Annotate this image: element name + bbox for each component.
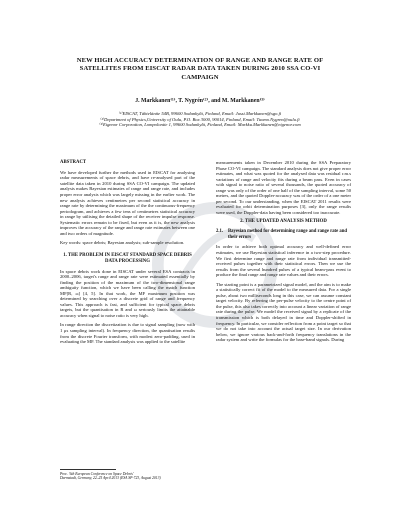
subsection-number: 2.1. (216, 229, 224, 235)
title-line-2: SATELLITES FROM EISCAT RADAR DATA TAKEN DURING 2010 SSA CO-VI (79, 65, 321, 73)
affiliation-2: ⁽²⁾Department of Physics,University of Oulu, P.O. Box 3000, 90014, Finland, Email: Tuomo.Nygren@oulu.fi (100, 116, 300, 122)
left-column (60, 160, 195, 349)
keywords: Key words: space debris; Bayesian analysis; sub-sample resolution. (60, 240, 185, 246)
abstract-text: We have developed further the methods used in EISCAT for analysing radar measurements of space debris, and have re-analysed part of the satellite data taken in 2010 during SSA CO-VI campaign. The updated analysis makes Bayesian estimates of range and range rate, and includes proper error analysis which was largely missing in the earlier work. The new analysis achieves centimetres per second statistical accuracy in range rate by determining the maximum of the the continuous-frequency periodogram, and achieves a few tens of centimetres statistical accuracy in range by utilising the detailed shape of the receiver impulse response. Systematic errors remain to be fixed, but even as it is, the new analysis improves the accuracy of the range and range rate estimates between one and two orders of magnitude. (60, 169, 195, 236)
subsection-2-1-paragraph-1: In order to achieve both optimal accuracy and well-defined error estimates, we use Bayesian statistical inference in a two-step procedure. We first determine range and range rate from individual transmitted-received pulses together with their statistical errors. Then we use the results from the several hundred pulses of a typical beam-pass event to produce the final range and range rate values and their errors. (216, 244, 351, 278)
footnote-line-1: Proc. '6th European Conference on Space Debris' (60, 472, 134, 476)
paper-title (50, 57, 350, 82)
section-1-paragraph-2: In range direction the discretization is due to signal sampling (now with 1 μs sampling interval). In frequency direction, the quantisation results from the discrete Fourier transform, with modest zero-padding, used in evaluating the MF. The standard analysis was applied to the satellite (60, 322, 195, 345)
continued-paragraph: measurements taken in December 2010 during the SSA Preparatory Phase CO-VI campaign. The standard analysis does not give proper error estimates, and what was quoted for the analysed data was residual r.m.s variations of range and velocity fits during a beam pass. Even in cases with signal to noise ratio of several thousands, the quoted accuracy of range was only of the order of one half of the sampling interval, some 50 metres, and the quoted Doppler-accuracy was of the order of a one meter per second. To our understanding, when the EISCAT 2011 results were evaluated for orbit determination purposes [3], only the range results were used, the Doppler-data having been considered too inaccurate. (216, 160, 351, 215)
title-line-1: NEW HIGH ACCURACY DETERMINATION OF RANGE AND RANGE RATE OF (76, 57, 324, 64)
section-2-heading: 2. THE UPDATED ANALYSIS METHOD (240, 219, 327, 225)
abstract-heading: ABSTRACT (60, 160, 87, 165)
right-column (216, 160, 351, 347)
conference-footnote (60, 472, 195, 481)
subsection-2-1-paragraph-2: The starting point is a parametrized signal model, and the aim is to make a statistically correct fit of the model to the measured data. For a single pulse, about two milliseconds long in this case, we can assume constant target velocity. By referring the per-pulse velocity to the centre point of the pulse, this also takes correctly into account a linear variation of range rate during the pulse. We model the received signal by a replicate of the transmission which is both delayed in time and Doppler-shifted in frequency. In particular, we consider reflection from a point target so that we do not take into account the actual target size. In our derivation below, we ignore various back-and-forth frequency translations in the radar system and write the formulas for the base-band signals. During (216, 281, 351, 343)
footnote-line-2: Darmstadt, Germany, 22–25 April 2013 (ESA SP-723, August 2013) (60, 476, 161, 481)
section-1-heading: 1. THE PROBLEM IN EISCAT STANDARD SPACE DEBRIS DATA PROCESSING (63, 252, 192, 264)
subsection-2-1-heading (216, 229, 351, 240)
affiliation-3: ⁽³⁾Eigenor Corporation, Lompolontie 1, 99600 Sodankylä, Finland, Email: Markku.Markkanen@eigenor.com (99, 122, 301, 128)
section-1-paragraph-1: In space debris work done in EISCAT under several ESA contracts in 2000–2006, target's range and range rate were estimated essentially by finding the position of the maximum of the two-dimensional range ambiguity function, which we have been calling the match function MF[R, ω] [4, 5]. In that work, the MF maximum position was determined by searching over a discrete grid of range and frequency values. This approach is fast, and sufficient for typical space debris targets, but the quantisation in R and ω seriously limits the attainable accuracy when signal to noise ratio is very high. (60, 268, 195, 318)
affiliations (40, 111, 360, 128)
affiliation-1: ⁽¹⁾EISCAT, Tähteläntie 54B, 99600 Sodankylä, Finland, Email: Jussi.Markkanen@sgo.fi (118, 111, 282, 116)
subsection-title: Bayesian method for determining range and range rate and their errors (228, 229, 347, 240)
author-list: J. Markkanen⁽¹⁾, T. Nygrén⁽²⁾, and M. Markkanen⁽³⁾ (135, 98, 265, 104)
footnote-divider (60, 469, 116, 470)
title-line-3: CAMPAIGN (181, 73, 219, 81)
